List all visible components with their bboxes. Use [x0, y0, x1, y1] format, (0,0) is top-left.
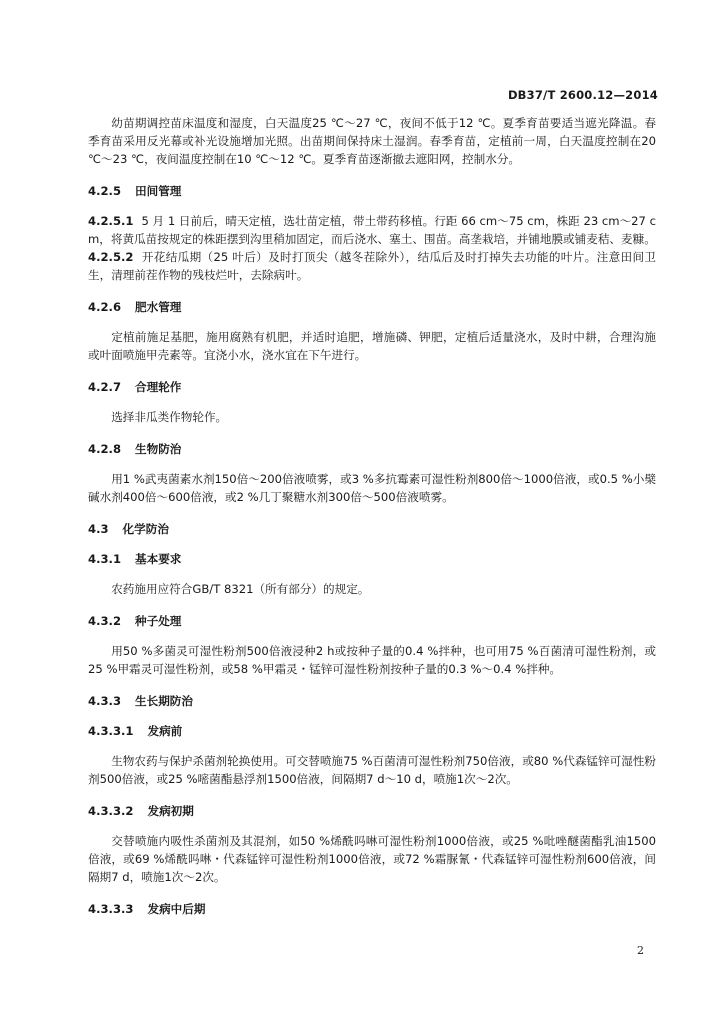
numbered-clause — [88, 248, 656, 284]
spacer — [88, 538, 656, 550]
numbered-clause — [88, 212, 656, 248]
paragraph: 生物农药与保护杀菌剂轮换使用。可交替喷施75 %百菌清可湿性粉剂750倍液，或80 %代森锰锌可湿性粉剂500倍液，或25 %嘧菌酯悬浮剂1500倍液，间隔期7 d～10 d，喷施1次～2次。 — [88, 754, 656, 786]
section-number: 4.3 — [88, 522, 109, 536]
section-title: 基本要求 — [135, 552, 182, 566]
spacer — [88, 316, 656, 328]
section-heading — [88, 182, 656, 200]
document-body — [88, 114, 656, 930]
paragraph: 幼苗期调控苗床温度和湿度，白天温度25 ℃～27 ℃，夜间不低于12 ℃。夏季育苗要适当遮光降温。春季育苗采用反光幕或补光设施增加光照。出苗期间保持床土湿润。春季育苗，定植前一周，白天温度控制在20 ℃～23 ℃，夜间温度控制在10 ℃～12 ℃。夏季育苗逐渐撤去遮阳网，控制水分。 — [88, 116, 656, 166]
section-heading — [88, 440, 656, 458]
section-title: 化学防治 — [122, 522, 169, 536]
section-title: 田间管理 — [135, 184, 182, 198]
spacer — [88, 788, 656, 802]
section-heading — [88, 378, 656, 396]
section-heading — [88, 550, 656, 568]
spacer — [88, 710, 656, 722]
section-heading — [88, 802, 656, 820]
clause-text: 5 月 1 日前后，晴天定植，选壮苗定植，带土带药移植。行距 66 cm～75 cm，株距 23 cm～27 cm，将黄瓜苗按规定的株距摆到沟里稍加固定，而后浇水、塞土、围苗。高垄栽培，并铺地膜或铺麦秸、麦糠。 — [88, 214, 656, 246]
section-heading — [88, 520, 656, 538]
section-number: 4.3.2 — [88, 614, 122, 628]
section-title: 发病中后期 — [147, 902, 206, 916]
page-number: 2 — [637, 944, 644, 957]
paragraph: 用50 %多菌灵可湿性粉剂500倍液浸种2 h或按种子量的0.4 %拌种，也可用75 %百菌清可湿性粉剂，或25 %甲霜灵可湿性粉剂，或58 %甲霜灵・锰锌可湿性粉剂按种子量的0.3 %～0.4 %拌种。 — [88, 644, 656, 676]
document-code: DB37/T 2600.12—2014 — [507, 88, 658, 102]
section-number: 4.3.3.1 — [88, 724, 134, 738]
spacer — [88, 820, 656, 832]
clause-number: 4.2.5.2 — [88, 250, 134, 264]
paragraph: 选择非瓜类作物轮作。 — [111, 410, 228, 424]
section-heading — [88, 612, 656, 630]
spacer — [88, 740, 656, 752]
spacer — [88, 678, 656, 692]
spacer — [88, 506, 656, 520]
clause-text: 开花结瓜期（25 叶后）及时打顶尖（越冬茬除外），结瓜后及时打掉失去功能的叶片。注意田间卫生，清理前茬作物的残枝烂叶，去除病叶。 — [88, 250, 656, 282]
section-number: 4.2.7 — [88, 380, 122, 394]
spacer — [88, 886, 656, 900]
spacer — [88, 426, 656, 440]
section-title: 合理轮作 — [135, 380, 182, 394]
section-number: 4.2.6 — [88, 300, 122, 314]
spacer — [88, 396, 656, 408]
spacer — [88, 284, 656, 298]
spacer — [88, 568, 656, 580]
section-title: 生长期防治 — [135, 694, 193, 708]
section-heading — [88, 722, 656, 740]
section-number: 4.2.5 — [88, 184, 122, 198]
section-title: 发病初期 — [147, 804, 194, 818]
spacer — [88, 630, 656, 642]
section-title: 肥水管理 — [135, 300, 182, 314]
section-heading — [88, 900, 656, 918]
spacer — [88, 364, 656, 378]
paragraph: 用1 %武夷菌素水剂150倍～200倍液喷雾，或3 %多抗霉素可湿性粉剂800倍～1000倍液，或0.5 %小檗碱水剂400倍～600倍液，或2 %几丁聚糖水剂300倍～500倍液喷雾。 — [88, 472, 656, 504]
spacer — [88, 458, 656, 470]
section-number: 4.2.8 — [88, 442, 122, 456]
section-number: 4.3.3.2 — [88, 804, 134, 818]
section-number: 4.3.3 — [88, 694, 122, 708]
section-number: 4.3.3.3 — [88, 902, 134, 916]
section-number: 4.3.1 — [88, 552, 122, 566]
paragraph: 定植前施足基肥，施用腐熟有机肥，并适时追肥，增施磷、钾肥，定植后适量浇水，及时中耕，合理沟施或叶面喷施甲壳素等。宜浇小水，浇水宜在下午进行。 — [88, 330, 656, 362]
clause-number: 4.2.5.1 — [88, 214, 134, 228]
section-heading — [88, 298, 656, 316]
spacer — [88, 200, 656, 212]
spacer — [88, 598, 656, 612]
section-title: 生物防治 — [135, 442, 182, 456]
paragraph: 农药施用应符合GB/T 8321（所有部分）的规定。 — [111, 582, 370, 596]
spacer — [88, 918, 656, 930]
paragraph: 交替喷施内吸性杀菌剂及其混剂，如50 %烯酰吗啉可湿性粉剂1000倍液，或25 %吡唑醚菌酯乳油1500倍液，或69 %烯酰吗啉・代森锰锌可湿性粉剂1000倍液，或72 %霜脲氰・代森锰锌可湿性粉剂600倍液，间隔期7 d，喷施1次～2次。 — [88, 834, 656, 884]
spacer — [88, 168, 656, 182]
section-title: 种子处理 — [135, 614, 182, 628]
section-heading — [88, 692, 656, 710]
section-title: 发病前 — [147, 724, 183, 738]
